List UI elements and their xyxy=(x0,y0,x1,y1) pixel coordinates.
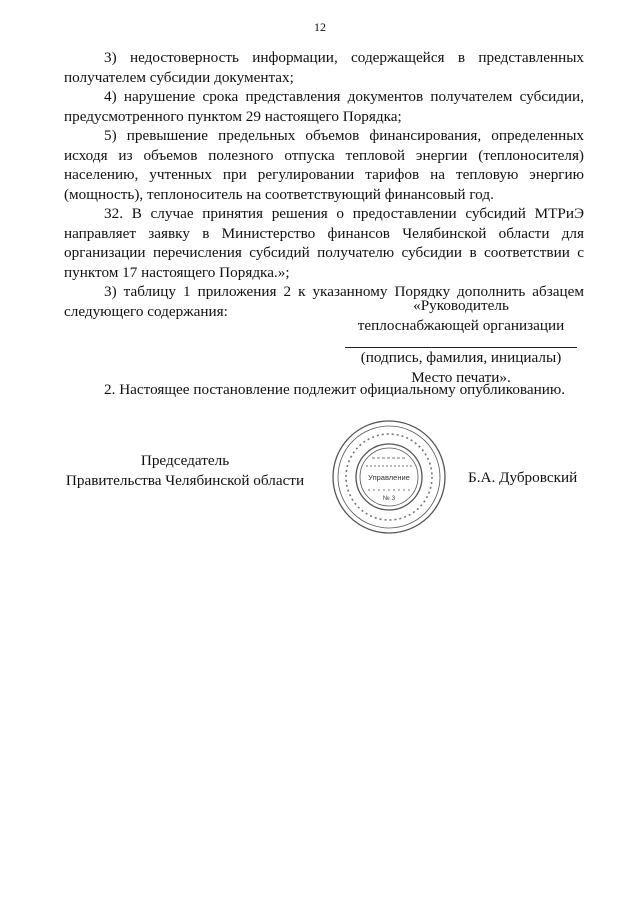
signature-block-line4: Место печати». xyxy=(411,368,511,386)
paragraph-amendment-3: 3) таблицу 1 приложения 2 к указанному Порядку дополнить абзацем следующего содержания: xyxy=(64,283,584,320)
paragraph-item-5: 5) превышение предельных объемов финансирования, определенных исходя из объемов полезного отпуска тепловой энергии (теплоносителя) населению, учтенных при регулировании тарифов на тепловую энергию (мощность), теплоноситель на соответствующий финансовый год. xyxy=(64,127,584,203)
signature-block-template xyxy=(336,296,586,387)
official-seal-stamp xyxy=(310,418,468,536)
signer-title-line2: Правительства Челябинской области xyxy=(65,471,305,489)
body-text xyxy=(64,48,584,321)
signature-block-line3: (подпись, фамилия, инициалы) xyxy=(360,349,562,366)
signer-title-line1: Председатель xyxy=(140,452,230,469)
paragraph-item-4: 4) нарушение срока представления документов получателем субсидии, предусмотренного пунктом 29 настоящего Порядка; xyxy=(64,88,584,125)
paragraph-clause-32: 32. В случае принятия решения о предоставлении субсидий МТРиЭ направляет заявку в Министерство финансов Челябинской области для организации перечисления субсидий получателю субсидии в соответствии с пунктом 17 настоящего Порядка.»; xyxy=(64,205,584,281)
seal-center-line2: № 3 xyxy=(382,495,396,502)
paragraph-item-3: 3) недостоверность информации, содержащейся в представленных получателем субсидии документах; xyxy=(64,49,584,86)
signature-block-line1: «Руководитель xyxy=(413,297,509,314)
final-paragraph: 2. Настоящее постановление подлежит официальному опубликованию. xyxy=(104,381,566,398)
page-number: 12 xyxy=(314,20,326,34)
signer-title xyxy=(62,451,308,490)
signature-block-line2: теплоснабжающей организации xyxy=(357,316,565,334)
seal-center-line1: Управление xyxy=(368,473,410,482)
signer-name: Б.А. Дубровский xyxy=(468,469,578,486)
